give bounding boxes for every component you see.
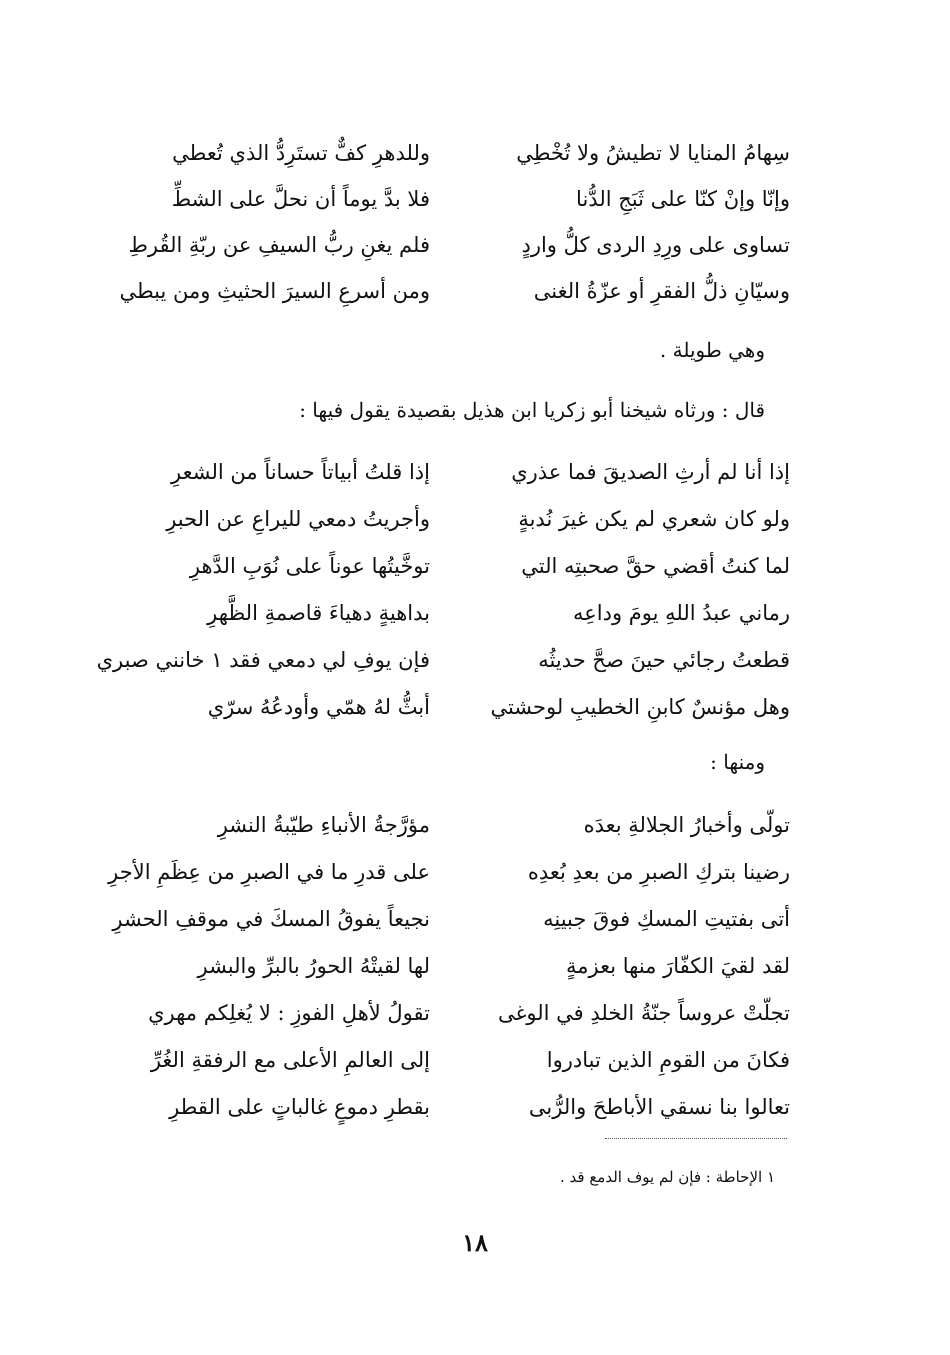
verse-first-hemistich: وسيّانِ ذلُّ الفقرِ أو عزّةُ الغنى: [533, 279, 790, 303]
note-long-poem: وهي طويلة .: [659, 338, 765, 362]
section-marker-minha: ومنها :: [710, 750, 765, 774]
verse-second-hemistich: بقطرِ دموعٍ غالباتٍ على القطرِ: [169, 1095, 430, 1119]
verse-line: [96, 640, 790, 687]
verse-line: [110, 805, 790, 852]
verse-line: [110, 546, 790, 593]
verse-first-hemistich: فكانَ من القومِ الذين تبادروا: [546, 1048, 790, 1072]
verse-second-hemistich: فلا بدَّ يوماً أن نحلَّ على الشطِّ: [171, 187, 430, 211]
verse-line: [110, 179, 790, 225]
verse-second-hemistich: وأجريتُ دمعي لليراعِ عن الحبرِ: [166, 507, 430, 531]
verse-line: [110, 993, 790, 1040]
verse-line: [110, 593, 790, 640]
verse-second-hemistich: نجيعاً يفوقُ المسكَ في موقفِ الحشرِ: [112, 907, 430, 931]
verse-line: [110, 1040, 790, 1087]
verse-first-hemistich: سِهامُ المنايا لا تطيشُ ولا تُخْطِي: [516, 141, 790, 165]
verse-line: [110, 133, 790, 179]
verse-first-hemistich: رضينا بتركِ الصبرِ من بعدِ بُعدِه: [527, 860, 790, 884]
verse-first-hemistich: تولّى وأخبارُ الجلالةِ بعدَه: [583, 813, 790, 837]
verse-line: [110, 946, 790, 993]
verse-line: [110, 225, 790, 271]
verse-line: [110, 1087, 790, 1134]
verse-first-hemistich: لقد لقيَ الكفّارَ منها بعزمةٍ: [566, 954, 790, 978]
verse-second-hemistich: وللدهرِ كفٌّ تستَرِدُّ الذي تُعطي: [172, 141, 430, 165]
verse-first-hemistich: قطعتُ رجائي حينَ صحَّ حديثُه: [538, 648, 790, 672]
verse-first-hemistich: رماني عبدُ اللهِ يومَ وداعِه: [573, 601, 790, 625]
verse-line: [110, 899, 790, 946]
verse-second-hemistich: فإن يوفِ لي دمعي فقد ١ خانني صبري: [96, 648, 430, 672]
verse-second-hemistich: فلم يغنِ ربُّ السيفِ عن ربّةِ القُرطِ: [128, 233, 430, 257]
verse-second-hemistich: على قدرِ ما في الصبرِ من عِظَمِ الأجرِ: [108, 860, 430, 884]
verse-line: [110, 499, 790, 546]
poem-stanza-3: [110, 805, 790, 1134]
poem-stanza-2: [96, 452, 790, 734]
verse-first-hemistich: إذا أنا لم أرثِ الصديقَ فما عذري: [511, 460, 790, 484]
verse-first-hemistich: لما كنتُ أقضي حقَّ صحبتِه التي: [521, 554, 790, 578]
page-number: ١٨: [462, 1228, 488, 1257]
verse-second-hemistich: لها لقيتْهُ الحورُ بالبرِّ والبشرِ: [197, 954, 430, 978]
verse-line: [110, 452, 790, 499]
verse-line: [110, 687, 790, 734]
verse-first-hemistich: تجلّتْ عروساً جنّةُ الخلدِ في الوغى: [497, 1001, 790, 1025]
verse-second-hemistich: أبثُّ لهُ همّي وأودعُهُ سرّي: [207, 695, 430, 719]
verse-second-hemistich: مؤرَّجةُ الأنباءِ طيّبةُ النشرِ: [217, 813, 430, 837]
footnote: ١ الإحاطة : فإن لم يوف الدمع قد .: [559, 1168, 775, 1186]
verse-second-hemistich: إلى العالمِ الأعلى مع الرفقةِ الغُرِّ: [150, 1048, 430, 1072]
verse-first-hemistich: ولو كان شعري لم يكن غيرَ نُدبةٍ: [518, 507, 790, 531]
verse-line: [110, 852, 790, 899]
verse-first-hemistich: تعالوا بنا نسقي الأباطحَ والرُّبى: [528, 1095, 790, 1119]
verse-second-hemistich: تقولُ لأهلِ الفوزِ : لا يُغلِكم مهري: [148, 1001, 430, 1025]
footnote-divider: [605, 1138, 787, 1139]
verse-second-hemistich: إذا قلتُ أبياتاً حساناً من الشعرِ: [171, 460, 430, 484]
verse-line: [110, 271, 790, 317]
verse-first-hemistich: أتى بفتيتِ المسكِ فوقَ جبينِه: [543, 907, 790, 931]
verse-first-hemistich: وإنّا وإنْ كنّا على ثَبَجِ الدُّنا: [576, 187, 790, 211]
verse-second-hemistich: ومن أسرعِ السيرَ الحثيثِ ومن يبطي: [119, 279, 430, 303]
poem-stanza-1: [110, 133, 790, 317]
intro-line: قال : ورثاه شيخنا أبو زكريا ابن هذيل بقصيدة يقول فيها :: [299, 398, 765, 422]
verse-first-hemistich: وهل مؤنسٌ كابنِ الخطيبِ لوحشتي: [490, 695, 790, 719]
verse-second-hemistich: توخَّيتُها عوناً على نُوَبِ الدَّهرِ: [189, 554, 430, 578]
verse-first-hemistich: تساوى على ورِدِ الردى كلُّ واردٍ: [521, 233, 790, 257]
verse-second-hemistich: بداهيةٍ دهياءَ قاصمةِ الظَّهرِ: [207, 601, 430, 625]
